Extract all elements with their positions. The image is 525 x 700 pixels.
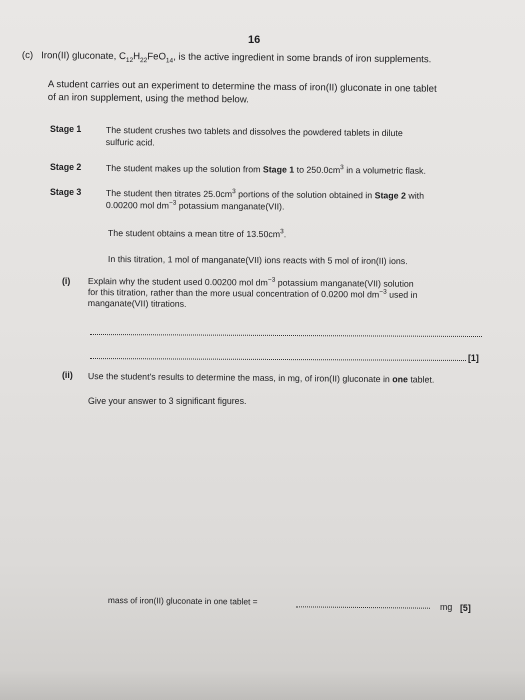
stage-2-label: Stage 2 — [50, 162, 82, 172]
part-ii-question: Use the student's results to determine the mass, in mg, of iron(II) gluconate in one tablet. — [87, 370, 435, 385]
stage-3-text: The student then titrates $25.0cm^3$ portions of the solution obtained in Stage 2 with 0.00200 mol $dm^{-3}$ potassium manganate(VII). — [105, 187, 425, 212]
answer-line-i-2[interactable] — [90, 358, 466, 361]
part-c-intro: (c) Iron(II) gluconate, $C_{12}H_{22}FeO_{14}$, is the active ingredient in some brands of iron supplements. — [21, 49, 432, 66]
significant-figures-instruction: Give your answer to 3 significant figures. — [88, 396, 247, 406]
mean-titre-text: The student obtains a mean titre of $13.50cm^3$. — [107, 227, 287, 240]
part-ii-marks: [5] — [460, 603, 471, 613]
part-ii-label: (ii) — [62, 370, 73, 380]
answer-field-ii[interactable] — [296, 606, 430, 608]
unit-mg: mg — [440, 602, 453, 612]
page-shadow — [0, 670, 525, 700]
stage-1-label: Stage 1 — [50, 124, 82, 134]
answer-line-i-1[interactable] — [90, 334, 482, 337]
part-i-question: Explain why the student used 0.00200 mol $dm^{-3}$ potassium manganate(VII) solution for this titration, rather than the more usual concentration of 0.0200 mol $dm^{-3}$ used in manganate(VII) titrations. — [87, 276, 418, 309]
mole-ratio-text: In this titration, 1 mol of manganate(VII) ions reacts with 5 mol of iron(II) ions. — [107, 253, 408, 267]
stage-2-text: The student makes up the solution from Stage 1 to $250.0cm^3$ in a volumetric flask. — [105, 162, 426, 176]
page-number: 16 — [248, 34, 261, 46]
part-i-marks: [1] — [468, 353, 479, 363]
part-label: (c) — [21, 49, 34, 62]
part-i-label: (i) — [62, 276, 71, 286]
stage-1-text: The student crushes two tablets and dissolves the powdered tablets in dilute sulfuric acid. — [105, 124, 403, 148]
answer-label: mass of iron(II) gluconate in one tablet = — [107, 594, 258, 607]
stage-3-label: Stage 3 — [50, 187, 82, 197]
part-c-paragraph: A student carries out an experiment to determine the mass of iron(II) gluconate in one tablet of an iron supplement, using the method below. — [47, 78, 437, 106]
